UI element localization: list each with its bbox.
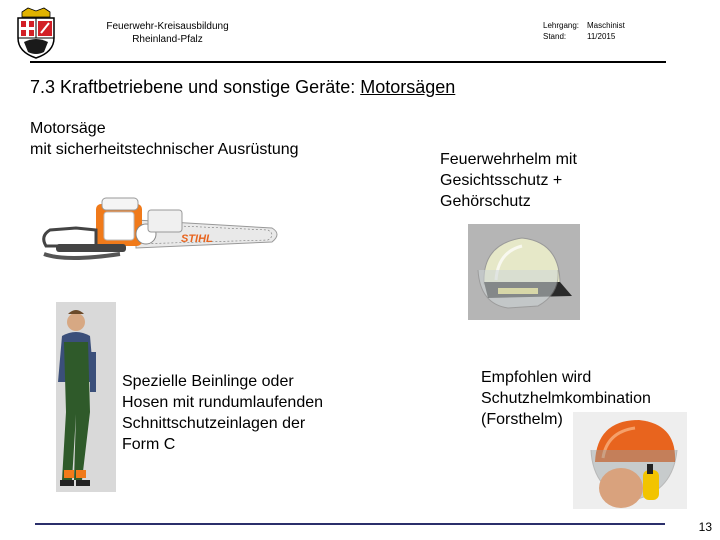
trousers-line-4: Form C [122,436,176,453]
meta-value-course: Maschinist [587,21,625,30]
org-line-1: Feuerwehr-Kreisausbildung [106,21,229,32]
helmet-line-2: Gesichtsschutz + [440,172,563,189]
forestry-line-3: (Forsthelm) [481,411,563,428]
chainsaw-caption [30,118,299,160]
meta-label-course: Lehrgang: [543,21,580,30]
page-title [30,77,455,98]
title-underlined: Motorsägen [360,77,456,97]
chainsaw-line-2: mit sicherheitstechnischer Ausrüstung [30,141,299,158]
header-organisation [100,20,235,46]
trousers-line-3: Schnittschutzeinlagen der [122,415,306,432]
protective-trousers-image [56,302,116,492]
forestry-line-1: Empfohlen wird [481,369,592,386]
helmet-line-1: Feuerwehrhelm mit [440,151,577,168]
org-line-2: Rheinland-Pfalz [132,34,203,45]
helmet-caption [440,149,577,212]
chainsaw-image [36,190,282,268]
footer-rule [35,523,665,525]
meta-value-date: 11/2015 [587,32,616,41]
header-meta [543,20,625,42]
title-prefix: 7.3 Kraftbetriebene und sonstige Geräte: [30,77,361,97]
chainsaw-line-1: Motorsäge [30,120,106,137]
chainsaw-brand-text: STIHL [181,233,213,245]
trousers-line-1: Spezielle Beinlinge oder [122,373,294,390]
trousers-caption [122,371,323,455]
trousers-line-2: Hosen mit rundumlaufenden [122,394,324,411]
meta-label-date: Stand: [543,32,567,41]
header-rule [30,61,666,63]
helmet-line-3: Gehörschutz [440,193,531,210]
coat-of-arms-logo [14,6,58,60]
fire-helmet-image [468,224,580,320]
forestry-caption [481,367,651,430]
page-number: 13 [698,520,712,534]
forestry-line-2: Schutzhelmkombination [481,390,651,407]
